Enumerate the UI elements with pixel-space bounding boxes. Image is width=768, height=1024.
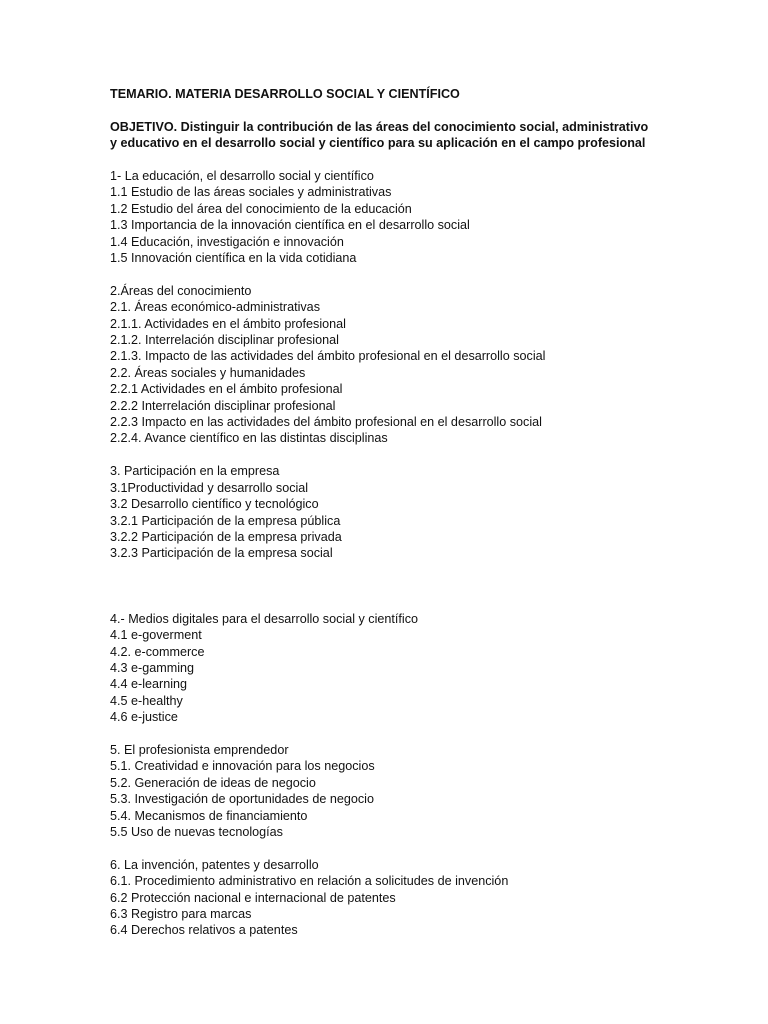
list-item: 1.3 Importancia de la innovación científica en el desarrollo social <box>110 218 470 233</box>
section-6 <box>110 857 670 939</box>
list-item: 4.6 e-justice <box>110 710 178 725</box>
list-item: 3.2.3 Participación de la empresa social <box>110 546 333 561</box>
section-heading: 6. La invención, patentes y desarrollo <box>110 857 319 872</box>
list-item: 4.2. e-commerce <box>110 644 205 659</box>
list-item: 5.2. Generación de ideas de negocio <box>110 775 316 790</box>
list-item: 1.1 Estudio de las áreas sociales y administrativas <box>110 185 392 200</box>
list-item: 2.2.2 Interrelación disciplinar profesional <box>110 398 336 413</box>
section-1 <box>110 168 670 266</box>
spacer <box>110 562 670 611</box>
section-heading: 4.- Medios digitales para el desarrollo social y científico <box>110 611 418 626</box>
document-title: TEMARIO. MATERIA DESARROLLO SOCIAL Y CIENTÍFICO <box>110 87 460 101</box>
list-item: 3.2 Desarrollo científico y tecnológico <box>110 497 319 512</box>
section-2 <box>110 283 670 447</box>
list-item: 4.5 e-healthy <box>110 693 183 708</box>
list-item: 5.5 Uso de nuevas tecnologías <box>110 824 283 839</box>
list-item: 5.3. Investigación de oportunidades de negocio <box>110 792 374 807</box>
section-heading: 5. El profesionista emprendedor <box>110 742 289 757</box>
list-item: 5.4. Mecanismos de financiamiento <box>110 808 308 823</box>
list-item: 3.2.1 Participación de la empresa pública <box>110 513 341 528</box>
list-item: 2.1.1. Actividades en el ámbito profesional <box>110 316 346 331</box>
section-heading: 2.Áreas del conocimiento <box>110 283 252 298</box>
list-item: 2.1. Áreas económico-administrativas <box>110 300 320 315</box>
list-item: 6.2 Protección nacional e internacional de patentes <box>110 890 396 905</box>
document-content <box>110 86 670 939</box>
list-item: 3.2.2 Participación de la empresa privada <box>110 529 342 544</box>
list-item: 2.1.2. Interrelación disciplinar profesional <box>110 333 339 348</box>
list-item: 1.5 Innovación científica en la vida cotidiana <box>110 251 357 266</box>
section-heading: 1- La educación, el desarrollo social y científico <box>110 169 374 183</box>
list-item: 2.2. Áreas sociales y humanidades <box>110 365 306 380</box>
spacer <box>110 447 670 463</box>
spacer <box>110 726 670 742</box>
section-5 <box>110 742 670 840</box>
list-item: 1.2 Estudio del área del conocimiento de la educación <box>110 201 412 216</box>
list-item: 2.2.3 Impacto en las actividades del ámbito profesional en el desarrollo social <box>110 415 542 430</box>
list-item: 2.2.1 Actividades en el ámbito profesional <box>110 382 343 397</box>
list-item: 5.1. Creatividad e innovación para los negocios <box>110 759 375 774</box>
list-item: 3.1Productividad y desarrollo social <box>110 480 309 495</box>
section-4 <box>110 611 670 726</box>
section-3 <box>110 463 670 561</box>
list-item: 4.3 e-gamming <box>110 660 194 675</box>
list-item: 4.4 e-learning <box>110 677 188 692</box>
list-item: 6.3 Registro para marcas <box>110 907 252 921</box>
list-item: 6.4 Derechos relativos a patentes <box>110 923 298 938</box>
list-item: 2.2.4. Avance científico en las distintas disciplinas <box>110 431 388 446</box>
spacer <box>110 102 670 118</box>
document-objective: OBJETIVO. Distinguir la contribución de las áreas del conocimiento social, administrativo y educativo en el desarrollo social y científico para su aplicación en el campo profesional <box>110 119 649 151</box>
list-item: 6.1. Procedimiento administrativo en relación a solicitudes de invención <box>110 874 509 889</box>
list-item: 2.1.3. Impacto de las actividades del ámbito profesional en el desarrollo social <box>110 349 546 364</box>
section-heading: 3. Participación en la empresa <box>110 464 280 479</box>
spacer <box>110 840 670 856</box>
list-item: 4.1 e-goverment <box>110 628 202 643</box>
spacer <box>110 266 670 282</box>
list-item: 1.4 Educación, investigación e innovación <box>110 234 344 249</box>
spacer <box>110 152 670 168</box>
